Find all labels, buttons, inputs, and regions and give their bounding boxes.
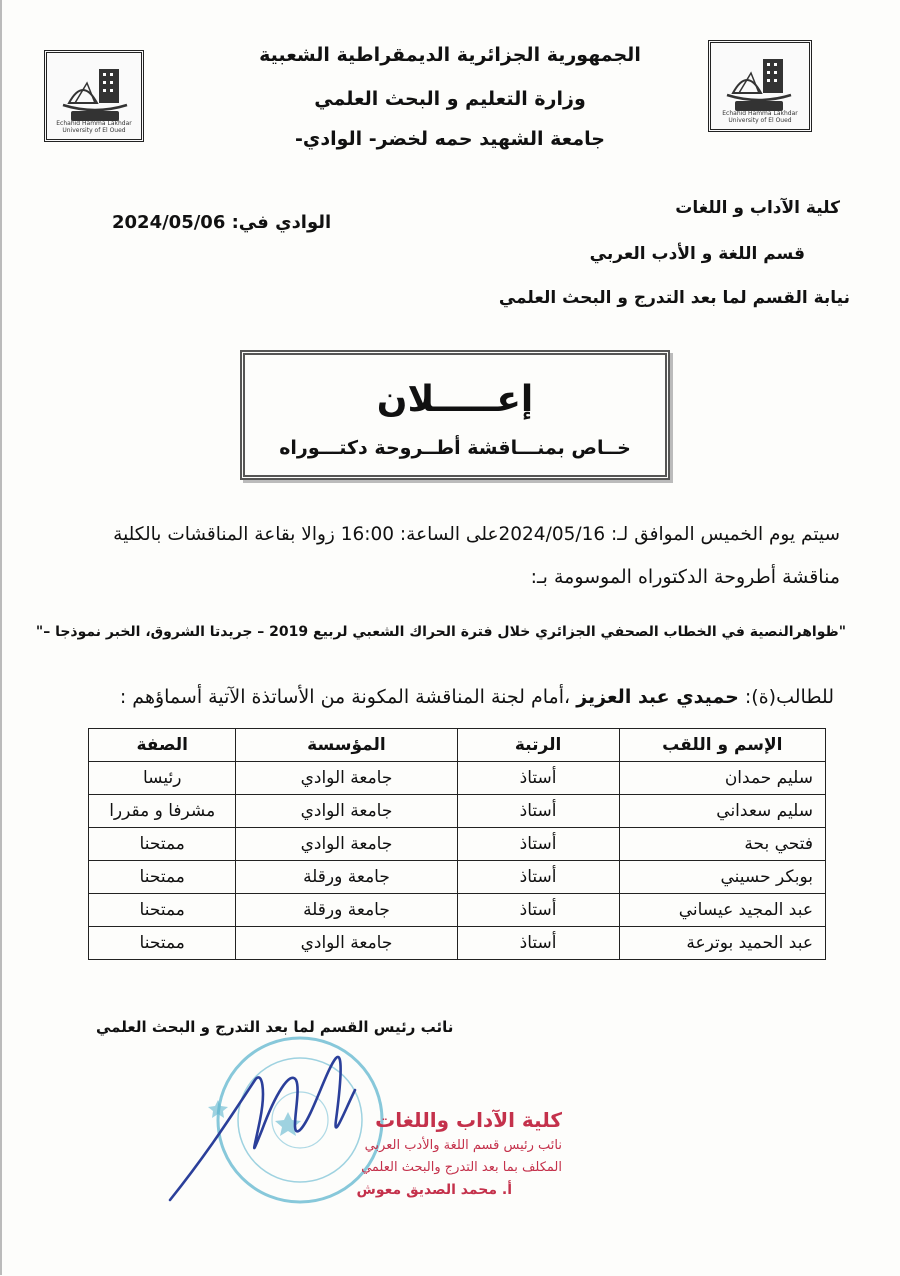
signatory-title: نائب رئيس القسم لما بعد التدرج و البحث العلمي xyxy=(96,1018,454,1036)
cell-institution: جامعة ورقلة xyxy=(236,894,457,927)
header-institution: المؤسسة xyxy=(236,729,457,762)
body-line-1: سيتم يوم الخميس الموافق لـ: 2024/05/16على الساعة: 16:00 زوالا بقاعة المناقشات بالكلية xyxy=(113,524,840,545)
student-name: حميدي عبد العزيز xyxy=(576,686,739,708)
stamp-role-2: المكلف بما بعد التدرج والبحث العلمي xyxy=(361,1160,562,1175)
university-logo-icon xyxy=(719,47,799,119)
header-republic: الجمهورية الجزائرية الديمقراطية الشعبية xyxy=(259,44,641,66)
table-row xyxy=(89,861,826,894)
cell-rank: أستاذ xyxy=(457,828,619,861)
cell-name: بوبكر حسيني xyxy=(619,861,825,894)
cell-role: رئيسا xyxy=(89,762,236,795)
header-ministry: وزارة التعليم و البحث العلمي xyxy=(314,88,586,110)
faculty-name: كلية الآداب و اللغات xyxy=(675,198,840,218)
announcement-box xyxy=(240,350,670,480)
cell-institution: جامعة الوادي xyxy=(236,927,457,960)
table-row xyxy=(89,894,826,927)
cell-institution: جامعة ورقلة xyxy=(236,861,457,894)
cell-rank: أستاذ xyxy=(457,894,619,927)
student-suffix: ،أمام لجنة المناقشة المكونة من الأساتذة الآتية أسماؤهم : xyxy=(119,686,571,708)
cell-rank: أستاذ xyxy=(457,762,619,795)
cell-name: عبد المجيد عيساني xyxy=(619,894,825,927)
university-logo-left xyxy=(44,50,144,142)
university-logo-right xyxy=(708,40,812,132)
date-line: الوادي في: 2024/05/06 xyxy=(112,212,332,233)
department-name: قسم اللغة و الأدب العربي xyxy=(589,244,805,264)
cell-institution: جامعة الوادي xyxy=(236,828,457,861)
cell-name: سليم حمدان xyxy=(619,762,825,795)
cell-role: ممتحنا xyxy=(89,828,236,861)
announcement-subtitle: خــاص بمنـــاقشة أطــروحة دكتـــوراه xyxy=(279,437,631,459)
logo-caption: Echahid Hamma Lakhdar University of El Oued xyxy=(56,120,132,134)
cell-role: ممتحنا xyxy=(89,894,236,927)
handwritten-signature xyxy=(150,1030,380,1210)
cell-name: سليم سعداني xyxy=(619,795,825,828)
cell-institution: جامعة الوادي xyxy=(236,795,457,828)
cell-role: مشرفا و مقررا xyxy=(89,795,236,828)
table-row xyxy=(89,828,826,861)
student-line xyxy=(120,686,834,708)
stamp-role-1: نائب رئيس قسم اللغة والأدب العربي xyxy=(364,1138,562,1153)
cell-institution: جامعة الوادي xyxy=(236,762,457,795)
stamp-person: أ. محمد الصديق معوش xyxy=(356,1182,512,1198)
cell-rank: أستاذ xyxy=(457,861,619,894)
header-role: الصفة xyxy=(89,729,236,762)
cell-role: ممتحنا xyxy=(89,927,236,960)
cell-rank: أستاذ xyxy=(457,795,619,828)
table-row xyxy=(89,795,826,828)
stamp-faculty: كلية الآداب واللغات xyxy=(375,1108,562,1132)
header-university: جامعة الشهيد حمه لخضر- الوادي- xyxy=(295,128,605,150)
jury-table xyxy=(88,728,826,960)
cell-role: ممتحنا xyxy=(89,861,236,894)
cell-rank: أستاذ xyxy=(457,927,619,960)
table-header-row xyxy=(89,729,826,762)
body-line-2: مناقشة أطروحة الدكتوراه الموسومة بـ: xyxy=(530,566,840,588)
office-name: نيابة القسم لما بعد التدرج و البحث العلمي xyxy=(498,288,850,308)
header-name: الإسم و اللقب xyxy=(619,729,825,762)
university-logo-icon xyxy=(55,57,135,129)
header-rank: الرتبة xyxy=(457,729,619,762)
thesis-title: "ظواهرالنصية في الخطاب الصحفي الجزائري خلال فترة الحراك الشعبي لربيع 2019 – جريدتا الشروق، الخبر نموذجا –" xyxy=(35,624,846,640)
announcement-title: إعـــــلان xyxy=(376,379,534,420)
cell-name: عبد الحميد بوترعة xyxy=(619,927,825,960)
student-prefix: للطالب(ة): xyxy=(744,686,834,708)
table-row xyxy=(89,762,826,795)
cell-name: فتحي بحة xyxy=(619,828,825,861)
logo-caption: Echahid Hamma Lakhdar University of El Oued xyxy=(722,110,798,124)
table-row xyxy=(89,927,826,960)
